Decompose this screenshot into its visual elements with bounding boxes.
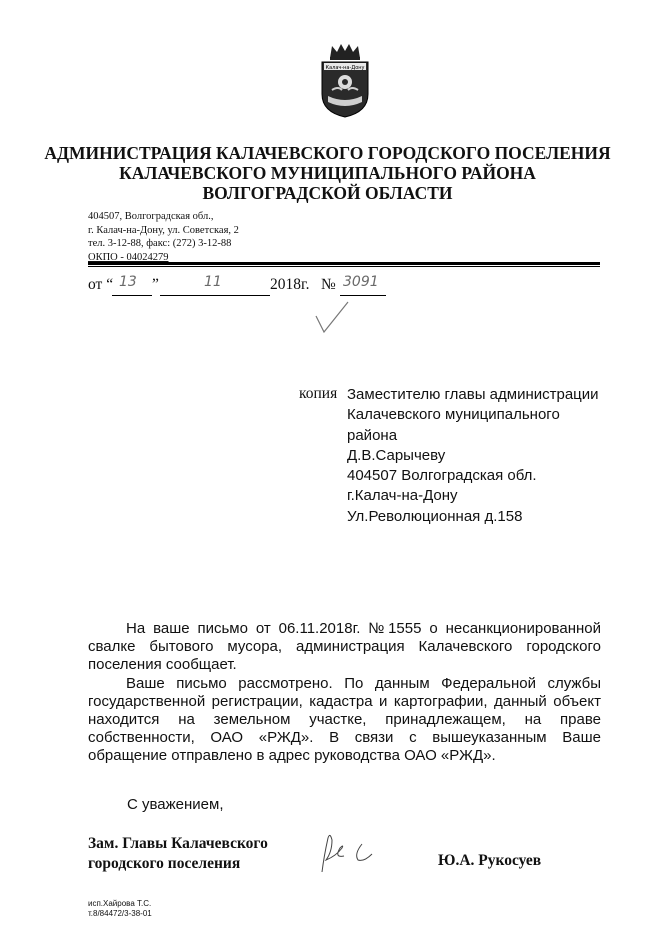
address-line-3: тел. 3-12-88, факс: (272) 3-12-88 [88,238,232,249]
copy-label: копия [299,385,338,402]
document-reference [88,276,508,298]
day-underline [112,295,152,296]
year: 2018г. [270,276,310,293]
checkmark-icon [312,300,352,336]
header-line-2: КАЛАЧЕВСКОГО МУНИЦИПАЛЬНОГО РАЙОНА [119,163,536,183]
position-line-2: городского поселения [88,855,241,872]
header-divider-thick [88,262,600,265]
from-label: от “ [88,276,114,293]
recipient-line: Калачевского муниципального [347,406,560,424]
body-paragraph-2: Ваше письмо рассмотрено. По данным Федеральной службы государственной регистрации, кадастра и картографии, данный объект находится на земельном участке, принадлежащем, на праве собственности, ОАО «РЖД». В связи с вышеуказанным Ваше обращение отправлено в адрес руководства ОАО «РЖД». [88,674,601,765]
handwritten-number: 3091 [343,274,379,290]
executor-name: исп.Хайрова Т.С. [88,899,152,908]
quote-close: ” [152,276,159,293]
svg-text:Калач-на-Дону: Калач-на-Дону [325,65,365,71]
sender-address [88,210,239,264]
recipient-line: 404507 Волгоградская обл. [347,467,537,485]
header-line-3: ВОЛГОГРАДСКОЙ ОБЛАСТИ [202,183,453,203]
signer-position [88,834,268,874]
position-line-1: Зам. Главы Калачевского [88,835,268,852]
signer-name: Ю.А. Рукосуев [438,852,542,869]
organization-header [0,143,655,203]
okpo-code: ОКПО - 04024279 [88,251,169,263]
handwritten-day: 13 [119,274,137,290]
recipient-block [347,385,599,527]
recipient-line: района [347,426,398,444]
address-line-2: г. Калач-на-Дону, ул. Советская, 2 [88,224,239,236]
recipient-line: Д.В.Сарычеву [347,446,446,464]
letter-body [88,620,601,766]
closing-regards: С уважением, [127,796,224,813]
number-label: № [321,276,336,293]
executor-info [88,899,152,919]
header-line-1: АДМИНИСТРАЦИЯ КАЛАЧЕВСКОГО ГОРОДСКОГО ПОСЕЛЕНИЯ [44,143,611,163]
coat-of-arms-icon [318,42,372,118]
signature-icon [308,826,388,876]
number-underline [340,295,386,296]
recipient-line: г.Калач-на-Дону [347,487,458,505]
recipient-line: Заместителю главы администрации [347,386,599,403]
body-paragraph-1: На ваше письмо от 06.11.2018г. №1555 о несанкционированной свалке бытового мусора, администрация Калачевского городского поселения сообщает. [88,620,601,674]
handwritten-month: 11 [204,274,222,290]
month-underline [160,295,270,296]
address-line-1: 404507, Волгоградская обл., [88,211,214,222]
recipient-line: Ул.Революционная д.158 [347,507,523,525]
executor-phone: т.8/84472/3-38-01 [88,909,152,918]
header-divider-thin [88,266,600,267]
